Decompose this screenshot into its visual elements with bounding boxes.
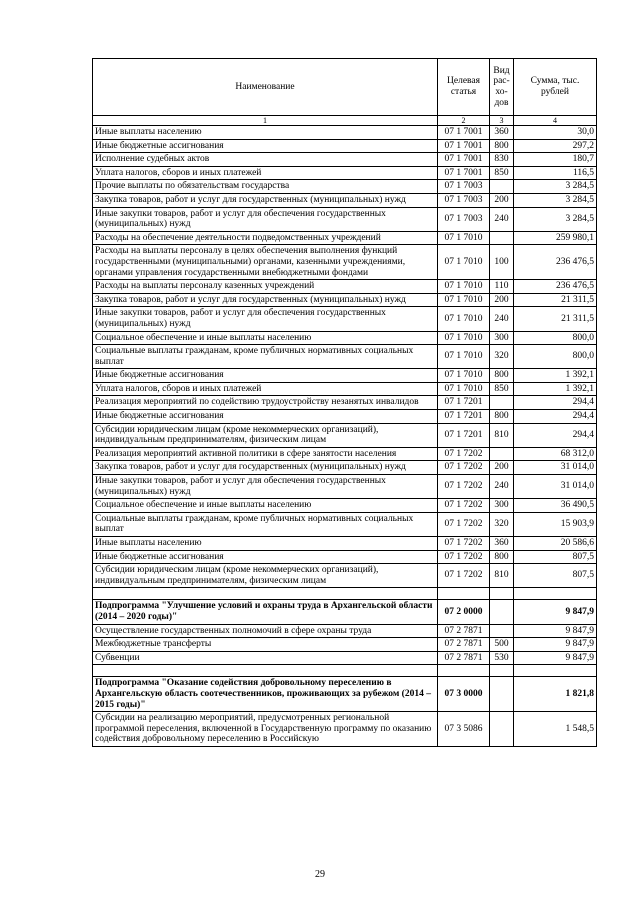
cell-vid [490, 624, 514, 638]
table-row [93, 166, 597, 180]
table-row [93, 447, 597, 461]
header-vid: Вид рас-хо-дов [490, 59, 514, 116]
cell-code: 07 1 7001 [438, 126, 490, 140]
cell-code: 07 2 0000 [438, 600, 490, 624]
cell-sum: 236 476,5 [514, 280, 597, 294]
cell-name: Межбюджетные трансферты [93, 638, 438, 652]
budget-table [92, 58, 597, 747]
cell-vid: 810 [490, 564, 514, 588]
cell-code: 07 1 7003 [438, 193, 490, 207]
cell-code: 07 1 7003 [438, 207, 490, 231]
cell-sum: 180,7 [514, 153, 597, 167]
table-row [93, 651, 597, 665]
table-row [93, 331, 597, 345]
column-number-1: 1 [93, 116, 438, 126]
cell-sum: 807,5 [514, 550, 597, 564]
cell-sum: 3 284,5 [514, 193, 597, 207]
cell-code: 07 1 7010 [438, 331, 490, 345]
cell-code: 07 1 7001 [438, 153, 490, 167]
cell-name: Иные выплаты населению [93, 126, 438, 140]
cell-vid: 800 [490, 550, 514, 564]
cell-code: 07 1 7010 [438, 293, 490, 307]
table-row [93, 345, 597, 369]
cell-code: 07 3 0000 [438, 677, 490, 712]
cell-name [93, 588, 438, 600]
table-row [93, 461, 597, 475]
table-header-row [93, 59, 597, 116]
cell-vid: 800 [490, 139, 514, 153]
cell-name: Иные бюджетные ассигнования [93, 369, 438, 383]
header-sum: Сумма, тыс. рублей [514, 59, 597, 116]
cell-name: Реализация мероприятий активной политики в сфере занятости населения [93, 447, 438, 461]
cell-vid: 830 [490, 153, 514, 167]
table-row [93, 126, 597, 140]
cell-sum: 21 311,5 [514, 307, 597, 331]
cell-vid: 360 [490, 126, 514, 140]
cell-name: Субвенции [93, 651, 438, 665]
cell-name: Исполнение судебных актов [93, 153, 438, 167]
header-name: Наименование [93, 59, 438, 116]
cell-vid: 110 [490, 280, 514, 294]
column-number-3: 3 [490, 116, 514, 126]
table-row [93, 293, 597, 307]
cell-vid: 800 [490, 369, 514, 383]
column-number-4: 4 [514, 116, 597, 126]
cell-sum: 68 312,0 [514, 447, 597, 461]
cell-sum: 800,0 [514, 331, 597, 345]
cell-vid: 850 [490, 382, 514, 396]
cell-code: 07 1 7202 [438, 461, 490, 475]
column-number-row [93, 116, 597, 126]
cell-sum: 31 014,0 [514, 475, 597, 499]
cell-name: Уплата налогов, сборов и иных платежей [93, 382, 438, 396]
cell-name: Уплата налогов, сборов и иных платежей [93, 166, 438, 180]
cell-code: 07 1 7201 [438, 396, 490, 410]
cell-name: Иные бюджетные ассигнования [93, 139, 438, 153]
table-row [93, 624, 597, 638]
cell-name: Прочие выплаты по обязательствам государства [93, 180, 438, 194]
cell-name: Субсидии юридическим лицам (кроме некоммерческих организаций), индивидуальным предпринимателям, физическим лицам [93, 423, 438, 447]
table-row [93, 600, 597, 624]
table-row [93, 153, 597, 167]
cell-sum: 36 490,5 [514, 499, 597, 513]
table-row [93, 180, 597, 194]
cell-sum: 116,5 [514, 166, 597, 180]
cell-sum: 236 476,5 [514, 245, 597, 280]
cell-name: Иные закупки товаров, работ и услуг для обеспечения государственных (муниципальных) нужд [93, 475, 438, 499]
table-row [93, 396, 597, 410]
cell-vid: 100 [490, 245, 514, 280]
cell-name: Субсидии юридическим лицам (кроме некоммерческих организаций), индивидуальным предпринимателям, физическим лицам [93, 564, 438, 588]
cell-sum: 259 980,1 [514, 231, 597, 245]
cell-sum: 31 014,0 [514, 461, 597, 475]
cell-vid: 240 [490, 307, 514, 331]
table-row [93, 369, 597, 383]
cell-code [438, 588, 490, 600]
cell-vid: 200 [490, 193, 514, 207]
cell-sum [514, 588, 597, 600]
cell-vid: 320 [490, 345, 514, 369]
cell-name: Социальное обеспечение и иные выплаты населению [93, 331, 438, 345]
cell-code: 07 1 7201 [438, 423, 490, 447]
cell-sum: 9 847,9 [514, 600, 597, 624]
cell-code: 07 2 7871 [438, 651, 490, 665]
cell-code: 07 1 7201 [438, 410, 490, 424]
cell-code: 07 1 7001 [438, 139, 490, 153]
table-row [93, 564, 597, 588]
cell-code: 07 3 5086 [438, 712, 490, 747]
cell-name: Закупка товаров, работ и услуг для государственных (муниципальных) нужд [93, 193, 438, 207]
cell-code: 07 1 7010 [438, 245, 490, 280]
table-row [93, 423, 597, 447]
cell-sum: 294,4 [514, 423, 597, 447]
table-row [93, 512, 597, 536]
cell-sum: 1 392,1 [514, 369, 597, 383]
cell-sum [514, 665, 597, 677]
cell-name: Социальные выплаты гражданам, кроме публичных нормативных социальных выплат [93, 512, 438, 536]
cell-code: 07 1 7202 [438, 475, 490, 499]
cell-name: Закупка товаров, работ и услуг для государственных (муниципальных) нужд [93, 293, 438, 307]
cell-vid: 500 [490, 638, 514, 652]
cell-vid [490, 712, 514, 747]
cell-vid: 240 [490, 207, 514, 231]
cell-name: Иные бюджетные ассигнования [93, 410, 438, 424]
cell-code: 07 1 7202 [438, 499, 490, 513]
cell-vid [490, 447, 514, 461]
cell-code: 07 2 7871 [438, 638, 490, 652]
cell-sum: 807,5 [514, 564, 597, 588]
cell-name: Иные выплаты населению [93, 537, 438, 551]
cell-sum: 20 586,6 [514, 537, 597, 551]
cell-code: 07 1 7202 [438, 550, 490, 564]
cell-name: Реализация мероприятий по содействию трудоустройству незанятых инвалидов [93, 396, 438, 410]
table-row [93, 280, 597, 294]
cell-vid [490, 588, 514, 600]
cell-code: 07 1 7010 [438, 345, 490, 369]
cell-sum: 9 847,9 [514, 624, 597, 638]
cell-code: 07 1 7010 [438, 280, 490, 294]
table-row [93, 665, 597, 677]
table-row [93, 307, 597, 331]
cell-sum: 21 311,5 [514, 293, 597, 307]
table-row [93, 382, 597, 396]
cell-vid: 320 [490, 512, 514, 536]
cell-vid: 850 [490, 166, 514, 180]
cell-vid: 300 [490, 499, 514, 513]
cell-name: Подпрограмма "Улучшение условий и охраны труда в Архангельской области (2014 – 2020 годы)" [93, 600, 438, 624]
cell-name: Расходы на выплаты персоналу казенных учреждений [93, 280, 438, 294]
cell-code: 07 1 7001 [438, 166, 490, 180]
cell-vid [490, 231, 514, 245]
cell-sum: 3 284,5 [514, 207, 597, 231]
cell-name: Расходы на обеспечение деятельности подведомственных учреждений [93, 231, 438, 245]
cell-code: 07 1 7010 [438, 231, 490, 245]
cell-vid: 200 [490, 461, 514, 475]
table-row [93, 550, 597, 564]
cell-name: Расходы на выплаты персоналу в целях обеспечения выполнения функций государственными (муниципальными) органами, казенными учреждениями, органами управления государственными внебюджетными фондами [93, 245, 438, 280]
table-row [93, 245, 597, 280]
cell-code [438, 665, 490, 677]
cell-vid: 300 [490, 331, 514, 345]
cell-sum: 1 548,5 [514, 712, 597, 747]
table-row [93, 410, 597, 424]
cell-sum: 30,0 [514, 126, 597, 140]
table-row [93, 475, 597, 499]
header-code: Целевая статья [438, 59, 490, 116]
cell-vid [490, 396, 514, 410]
cell-code: 07 2 7871 [438, 624, 490, 638]
cell-code: 07 1 7010 [438, 369, 490, 383]
table-row [93, 193, 597, 207]
column-number-2: 2 [438, 116, 490, 126]
cell-code: 07 1 7202 [438, 512, 490, 536]
cell-sum: 1 821,8 [514, 677, 597, 712]
cell-name: Иные закупки товаров, работ и услуг для обеспечения государственных (муниципальных) нужд [93, 207, 438, 231]
table-row [93, 677, 597, 712]
cell-name: Закупка товаров, работ и услуг для государственных (муниципальных) нужд [93, 461, 438, 475]
cell-sum: 9 847,9 [514, 638, 597, 652]
table-row [93, 139, 597, 153]
cell-sum: 9 847,9 [514, 651, 597, 665]
table-row [93, 588, 597, 600]
cell-name: Осуществление государственных полномочий в сфере охраны труда [93, 624, 438, 638]
cell-name: Субсидии на реализацию мероприятий, предусмотренных региональной программой переселения, включенной в Государственную программу по оказанию содействия добровольному переселению в Российскую [93, 712, 438, 747]
table-row [93, 537, 597, 551]
cell-code: 07 1 7010 [438, 307, 490, 331]
page-number: 29 [315, 869, 325, 880]
cell-sum: 294,4 [514, 410, 597, 424]
cell-name [93, 665, 438, 677]
table-row [93, 231, 597, 245]
table-row [93, 712, 597, 747]
cell-vid: 800 [490, 410, 514, 424]
cell-vid [490, 665, 514, 677]
cell-sum: 297,2 [514, 139, 597, 153]
cell-code: 07 1 7202 [438, 537, 490, 551]
cell-name: Социальное обеспечение и иные выплаты населению [93, 499, 438, 513]
cell-vid: 360 [490, 537, 514, 551]
cell-sum: 1 392,1 [514, 382, 597, 396]
table-body [93, 126, 597, 747]
cell-code: 07 1 7003 [438, 180, 490, 194]
cell-code: 07 1 7202 [438, 447, 490, 461]
cell-sum: 800,0 [514, 345, 597, 369]
table-row [93, 499, 597, 513]
table-row [93, 638, 597, 652]
cell-name: Иные бюджетные ассигнования [93, 550, 438, 564]
cell-vid: 200 [490, 293, 514, 307]
cell-vid [490, 600, 514, 624]
cell-sum: 294,4 [514, 396, 597, 410]
document-page [92, 58, 596, 747]
cell-vid [490, 677, 514, 712]
cell-code: 07 1 7010 [438, 382, 490, 396]
cell-vid: 530 [490, 651, 514, 665]
cell-code: 07 1 7202 [438, 564, 490, 588]
cell-name: Иные закупки товаров, работ и услуг для обеспечения государственных (муниципальных) нужд [93, 307, 438, 331]
cell-name: Подпрограмма "Оказание содействия добровольному переселению в Архангельскую область соотечественников, проживающих за рубежом (2014 – 2015 годы)" [93, 677, 438, 712]
cell-name: Социальные выплаты гражданам, кроме публичных нормативных социальных выплат [93, 345, 438, 369]
cell-sum: 3 284,5 [514, 180, 597, 194]
cell-vid: 240 [490, 475, 514, 499]
cell-vid: 810 [490, 423, 514, 447]
table-row [93, 207, 597, 231]
cell-vid [490, 180, 514, 194]
cell-sum: 15 903,9 [514, 512, 597, 536]
